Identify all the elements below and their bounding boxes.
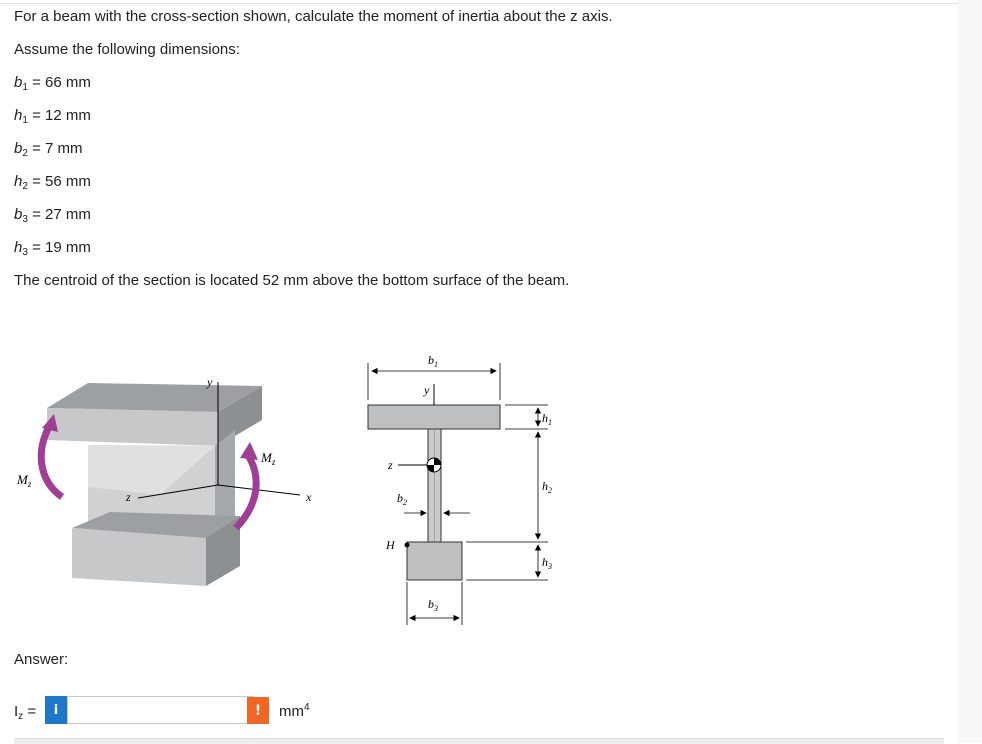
warning-icon[interactable]: ! bbox=[247, 697, 269, 724]
beam-3d bbox=[41, 382, 300, 586]
iz-label: $I_z$ = bbox=[14, 703, 37, 722]
assume-text: Assume the following dimensions: bbox=[14, 41, 240, 58]
moment-left-label: $M_z$ bbox=[17, 472, 32, 489]
dimension-h1: $h_1 = 12$ mm bbox=[14, 107, 91, 126]
question-prompt: For a beam with the cross-section shown, calculate the moment of inertia about the z axis. bbox=[14, 8, 613, 25]
h3-label: $h_3$ bbox=[542, 555, 552, 571]
section-z-label: z bbox=[388, 458, 393, 472]
info-icon[interactable]: i bbox=[45, 696, 67, 724]
b3-label: $b_3$ bbox=[428, 597, 438, 613]
moment-right-label: $M_z$ bbox=[261, 450, 276, 467]
H-label: H bbox=[386, 538, 395, 552]
bottom-divider bbox=[14, 738, 944, 744]
centroid-note: The centroid of the section is located 52 mm above the bottom surface of the beam. bbox=[14, 272, 570, 289]
axis-z-label: z bbox=[126, 490, 131, 504]
top-divider bbox=[0, 3, 958, 4]
h2-label: $h_2$ bbox=[542, 479, 552, 495]
right-gutter bbox=[958, 0, 982, 743]
section-y-label: y bbox=[424, 383, 430, 397]
dimension-b1: $b_1 = 66$ mm bbox=[14, 74, 91, 93]
beam-figure bbox=[0, 330, 600, 630]
dimension-h3: $h_3 = 19$ mm bbox=[14, 239, 91, 258]
b1-label: $b_1$ bbox=[428, 353, 438, 369]
axis-y-label: y bbox=[207, 375, 213, 389]
b2-label: $b_2$ bbox=[397, 491, 407, 507]
h1-label: $h_1$ bbox=[542, 411, 552, 427]
dimension-b3: $b_3 = 27$ mm bbox=[14, 206, 91, 225]
cross-section bbox=[368, 363, 548, 625]
dimension-b2: $b_2 = 7$ mm bbox=[14, 140, 83, 159]
dimension-h2: $h_2 = 56$ mm bbox=[14, 173, 91, 192]
axis-x-label: x bbox=[306, 490, 312, 504]
unit-label: $mm^4$ bbox=[279, 702, 310, 720]
answer-label: Answer: bbox=[14, 651, 69, 668]
answer-input[interactable] bbox=[67, 696, 254, 724]
